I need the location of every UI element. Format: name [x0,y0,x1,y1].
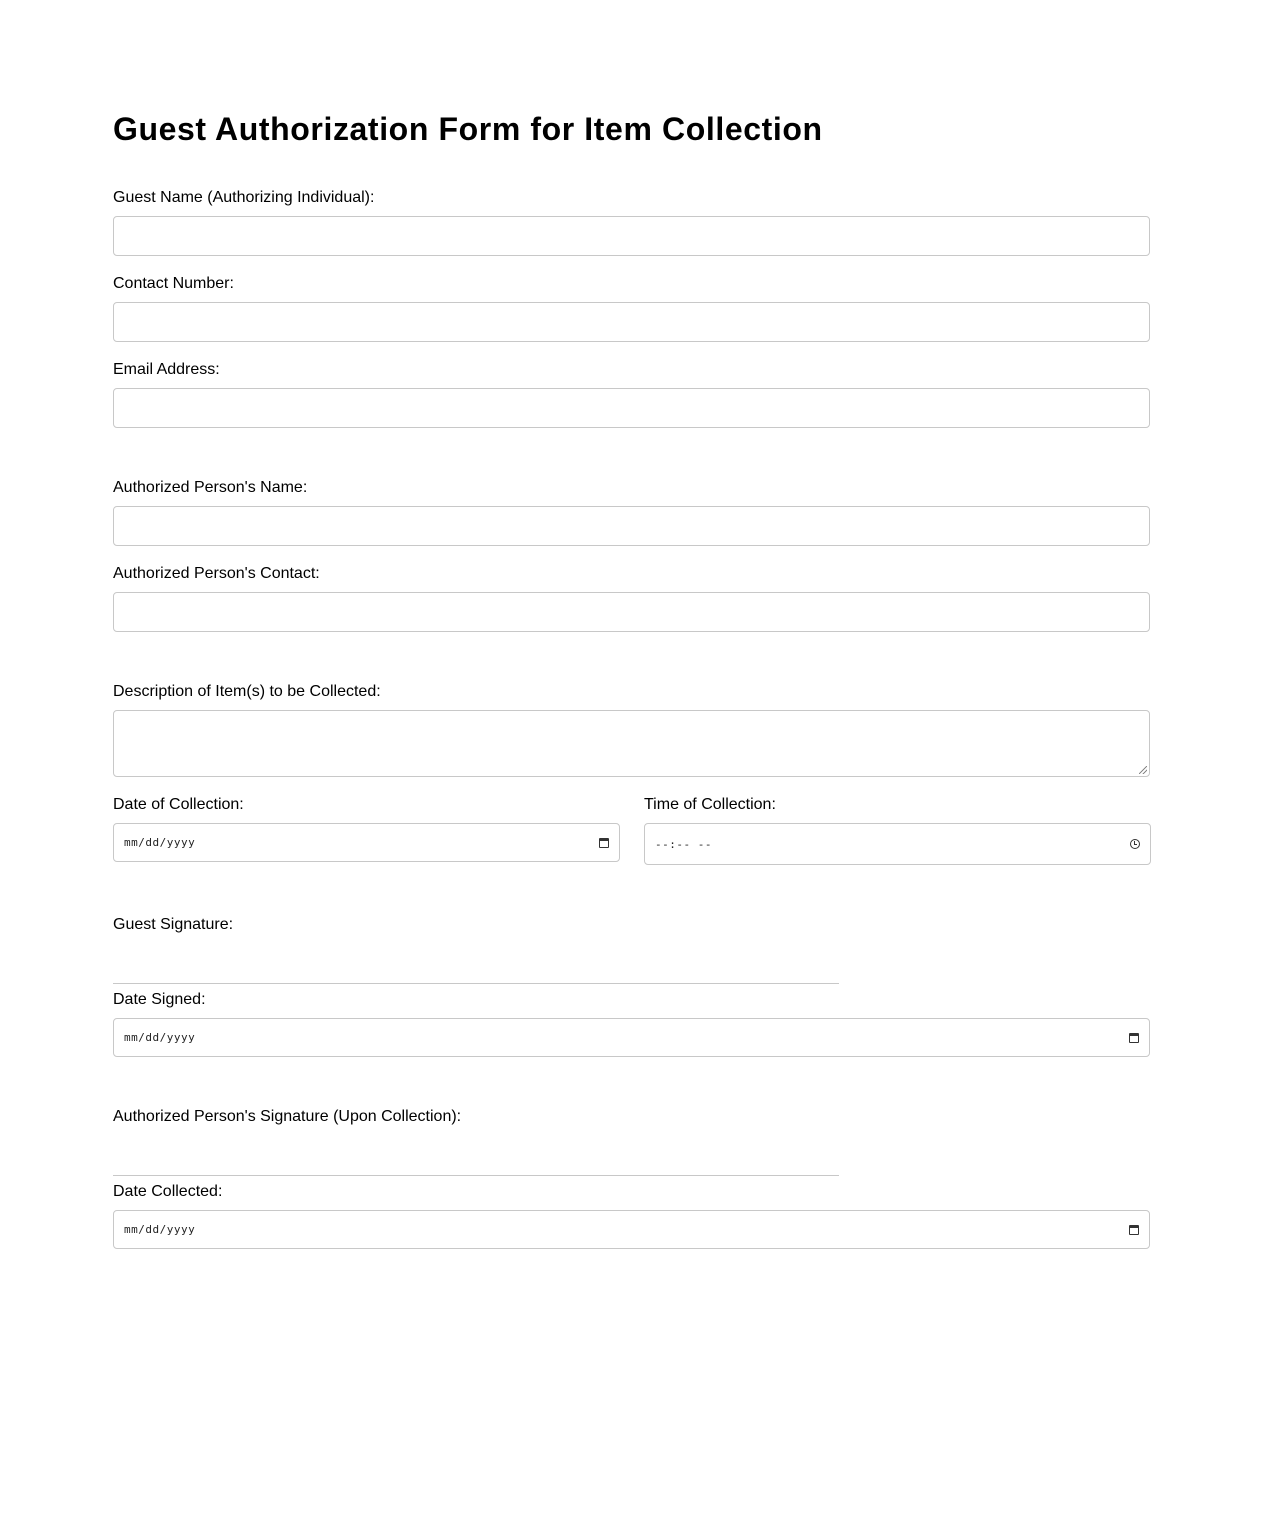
resize-handle-icon[interactable] [1139,766,1147,774]
guest-signature-label: Guest Signature: [113,916,234,933]
authorized-signature-label: Authorized Person's Signature (Upon Collection): [113,1108,462,1125]
date-collected-input[interactable] [113,1210,1150,1249]
item-description-label: Description of Item(s) to be Collected: [113,683,381,700]
calendar-icon[interactable] [1129,1225,1139,1235]
calendar-icon[interactable] [599,838,609,848]
date-signed-label: Date Signed: [113,991,206,1008]
collection-date-input[interactable] [113,823,620,862]
collection-time-input[interactable] [644,823,1151,865]
authorized-name-label: Authorized Person's Name: [113,479,308,496]
contact-number-input[interactable] [113,302,1150,342]
date-collected-label: Date Collected: [113,1183,223,1200]
page-title: Guest Authorization Form for Item Collection [113,111,823,147]
guest-name-label: Guest Name (Authorizing Individual): [113,189,375,206]
collection-date-label: Date of Collection: [113,796,244,813]
authorized-name-input[interactable] [113,506,1150,546]
date-signed-placeholder: mm/dd/yyyy [124,1031,196,1044]
collection-date-placeholder: mm/dd/yyyy [124,836,196,849]
calendar-icon[interactable] [1129,1033,1139,1043]
date-collected-placeholder: mm/dd/yyyy [124,1223,196,1236]
contact-number-label: Contact Number: [113,275,234,292]
authorized-contact-label: Authorized Person's Contact: [113,565,320,582]
item-description-textarea[interactable] [113,710,1150,777]
authorized-signature-line [113,1175,839,1176]
guest-signature-line [113,983,839,984]
collection-time-placeholder: --:-- -- [655,837,712,851]
collection-time-label: Time of Collection: [644,796,776,813]
clock-icon[interactable] [1130,839,1140,849]
email-input[interactable] [113,388,1150,428]
guest-name-input[interactable] [113,216,1150,256]
email-label: Email Address: [113,361,220,378]
date-signed-input[interactable] [113,1018,1150,1057]
authorized-contact-input[interactable] [113,592,1150,632]
